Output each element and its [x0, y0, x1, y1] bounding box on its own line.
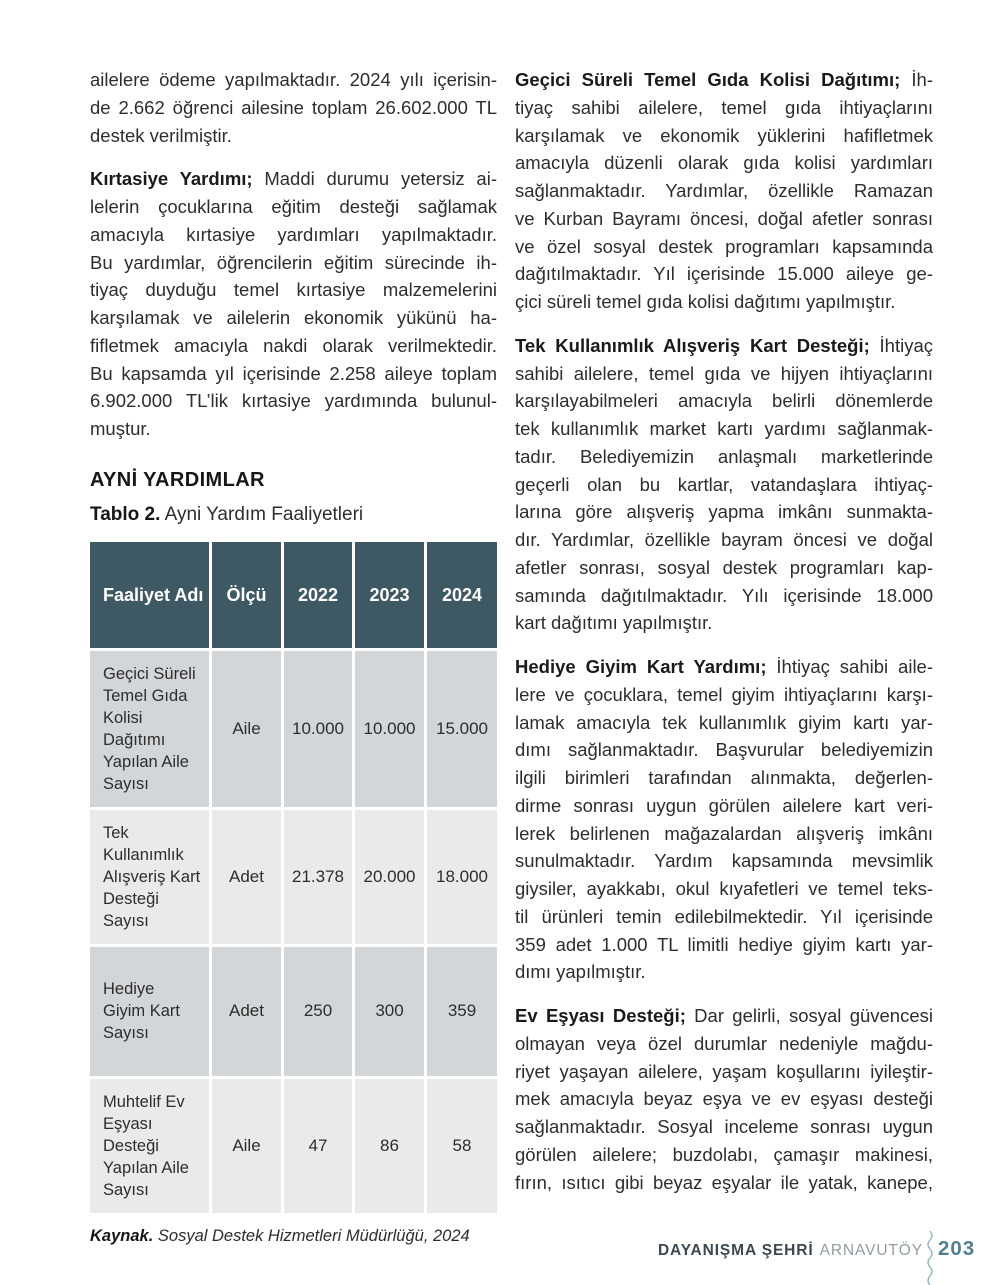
- text-line: dımı yapılmıştır.: [515, 961, 646, 983]
- text-line: lerek belirlenen mağazalardan alışveriş imkânı: [515, 822, 933, 844]
- source-text: Sosyal Destek Hizmetleri Müdürlüğü, 2024: [153, 1226, 470, 1245]
- text-line: muştur.: [90, 418, 151, 439]
- activity-name-cell: Hediye Giyim Kart Sayısı: [90, 947, 209, 1076]
- text-line: larına göre alışveriş yapma imkânı sunmakta-: [515, 501, 933, 523]
- table-body: [90, 651, 497, 1213]
- text-line: karşılamak ve ailelerin ekonomik yükünü ha-: [90, 307, 497, 328]
- text-line: Kırtasiye Yardımı; Maddi durumu yetersiz ai-: [90, 168, 497, 190]
- value-cell: 10.000: [355, 651, 424, 807]
- value-cell: 18.000: [427, 810, 497, 944]
- paragraph: [90, 165, 497, 443]
- footer-brand-bold: DAYANIŞMA ŞEHRİ: [657, 1242, 814, 1259]
- text-line: mek amacıyla beyaz eşya ve ev eşyası desteği: [515, 1088, 933, 1110]
- text-line: amacıyla kırtasiye yardımları yapılmaktadır.: [90, 223, 497, 245]
- value-cell: 58: [427, 1079, 497, 1213]
- text-line: samında dağıtılmaktadır. Yılı içerisinde 18.000: [515, 584, 933, 606]
- table-caption-text: Ayni Yardım Faaliyetleri: [160, 503, 364, 525]
- text-line: 359 adet 1.000 TL limitli hediye giyim kartı yar-: [515, 933, 933, 955]
- activity-name-cell: Tek Kullanımlık Alışveriş Kart Desteği Sayısı: [90, 810, 209, 944]
- value-cell: 47: [284, 1079, 352, 1213]
- left-column-paragraphs: [90, 66, 497, 443]
- text-line: Ev Eşyası Desteği; Dar gelirli, sosyal güvencesi: [515, 1005, 933, 1026]
- text-line: ailelere ödeme yapılmaktadır. 2024 yılı içerisin-: [90, 69, 497, 90]
- table-caption: [90, 503, 497, 527]
- text-line: kart dağıtımı yapılmıştır.: [515, 612, 713, 634]
- text-line: karşılamak ve ekonomik yüklerini hafifletmek: [515, 124, 933, 146]
- table-caption-label: Tablo 2.: [90, 503, 161, 525]
- text-line: ilgili birimleri tarafından alınmakta, değerlen-: [515, 767, 933, 788]
- activity-name-cell: Geçici Süreli Temel Gıda Kolisi Dağıtımı Yapılan Aile Sayısı: [90, 651, 209, 807]
- value-cell: 250: [284, 947, 352, 1076]
- text-line: geçerli olan bu kartlar, vatandaşlara ihtiyaç-: [515, 473, 933, 495]
- footer-wavy-divider-icon: [924, 1231, 936, 1285]
- text-line: tek kullanımlık market kartı yardımı sağlanmak-: [515, 418, 933, 439]
- footer-brand: [658, 1242, 923, 1260]
- text-line: fifletmek amacıyla nakdi olarak verilmektedir.: [90, 334, 497, 356]
- paragraph: [515, 66, 933, 316]
- text-line: giysiler, ayakkabı, okul kıyafetleri ve temel teks-: [515, 878, 933, 899]
- text-line: lere ve çocuklara, temel giyim ihtiyaçlarını karşı-: [515, 683, 933, 705]
- text-line: tadır. Belediyemizin anlaşmalı marketlerinde: [515, 445, 933, 467]
- text-line: tiyaç sahibi ailelere, temel gıda ihtiyaçlarını: [515, 96, 933, 118]
- aid-activities-table: [90, 542, 497, 1213]
- unit-cell: Aile: [212, 1079, 281, 1213]
- paragraph: [515, 1002, 933, 1196]
- text-line: ve Kurban Bayramı öncesi, doğal afetler sonrası: [515, 207, 933, 229]
- footer-brand-light: ARNAVUTÖY: [819, 1242, 923, 1259]
- table-row: [90, 810, 497, 944]
- table-header-unit: Ölçü: [212, 542, 281, 648]
- text-line: sağlanmaktadır. Sosyal inceleme sonrası uygun: [515, 1116, 933, 1137]
- text-line: destek verilmiştir.: [90, 124, 232, 146]
- paragraph: [515, 332, 933, 637]
- unit-cell: Aile: [212, 651, 281, 807]
- text-line: lamak amacıyla tek kullanımlık giyim kartı yar-: [515, 711, 933, 733]
- right-column: [515, 66, 933, 1212]
- paragraph: [90, 66, 497, 149]
- table-row: [90, 947, 497, 1076]
- text-line: görülen ailelere; buzdolabı, çamaşır makinesi,: [515, 1143, 933, 1165]
- text-line: Tek Kullanımlık Alışveriş Kart Desteği; İhtiyaç: [515, 334, 933, 356]
- value-cell: 21.378: [284, 810, 352, 944]
- value-cell: 10.000: [284, 651, 352, 807]
- text-line: dirme sonrası uygun görülen ailelere kart veri-: [515, 794, 933, 816]
- table-header-row: [90, 542, 497, 648]
- page-number: 203: [938, 1237, 976, 1260]
- text-line: Hediye Giyim Kart Yardımı; İhtiyaç sahibi aile-: [515, 656, 934, 677]
- source-label: Kaynak.: [90, 1226, 154, 1245]
- table-row: [90, 651, 497, 807]
- text-line: sağlanmaktadır. Yardımlar, özellikle Ramazan: [515, 180, 933, 201]
- text-line: sunulmaktadır. Yardım kapsamında mevsimlik: [515, 850, 933, 872]
- text-line: Bu kapsamda yıl içerisinde 2.258 aileye toplam: [90, 362, 497, 384]
- text-line: amacıyla düzenli olarak gıda kolisi yardımları: [515, 152, 933, 174]
- paragraph: [515, 653, 933, 986]
- table-header-2022: 2022: [284, 542, 352, 648]
- unit-cell: Adet: [212, 947, 281, 1076]
- text-line: de 2.662 öğrenci ailesine toplam 26.602.000 TL: [90, 96, 497, 118]
- text-line: afetler sonrası, sosyal destek programları kap-: [515, 556, 933, 578]
- text-line: lelerin çocuklarına eğitim desteği sağlamak: [90, 196, 497, 217]
- table-row: [90, 1079, 497, 1213]
- value-cell: 15.000: [427, 651, 497, 807]
- text-line: 6.902.000 TL’lik kırtasiye yardımında bulunul-: [90, 390, 497, 412]
- text-line: til ürünleri temin edilebilmektedir. Yıl içerisinde: [515, 905, 933, 927]
- table-header-activity: Faaliyet Adı: [90, 542, 209, 648]
- text-line: ve özel sosyal destek programları kapsamında: [515, 235, 933, 257]
- text-line: karşılayabilmeleri amacıyla belirli dönemlerde: [515, 390, 933, 412]
- value-cell: 359: [427, 947, 497, 1076]
- text-line: Bu yardımlar, öğrencilerin eğitim sürecinde ih-: [90, 251, 497, 273]
- text-line: tiyaç duyduğu temel kırtasiye malzemelerini: [90, 279, 497, 301]
- text-line: olmayan veya özel durumlar nedeniyle mağdu-: [515, 1032, 933, 1054]
- activity-name-cell: Muhtelif Ev Eşyası Desteği Yapılan Aile Sayısı: [90, 1079, 209, 1213]
- table-source: [90, 1226, 497, 1247]
- value-cell: 86: [355, 1079, 424, 1213]
- text-line: dağıtılmaktadır. Yıl içerisinde 15.000 aileye ge-: [515, 263, 933, 285]
- text-line: dır. Yardımlar, özellikle bayram öncesi ve doğal: [515, 529, 933, 550]
- section-heading: AYNİ YARDIMLAR: [90, 468, 265, 491]
- value-cell: 20.000: [355, 810, 424, 944]
- text-line: riyet yaşayan ailelere, yaşam koşullarını iyileştir-: [515, 1060, 933, 1082]
- unit-cell: Adet: [212, 810, 281, 944]
- left-column: [90, 66, 497, 1247]
- right-column-paragraphs: [515, 66, 933, 1196]
- text-line: dımı sağlanmaktadır. Başvurular belediyemizin: [515, 739, 933, 761]
- text-line: Geçici Süreli Temel Gıda Kolisi Dağıtımı; İh-: [515, 69, 933, 90]
- table-header-2024: 2024: [427, 542, 497, 648]
- text-line: çici süreli temel gıda kolisi dağıtımı yapılmıştır.: [515, 291, 896, 312]
- table-header-2023: 2023: [355, 542, 424, 648]
- text-line: sahibi ailelere, temel gıda ve hijyen ihtiyaçlarını: [515, 362, 933, 384]
- value-cell: 300: [355, 947, 424, 1076]
- text-line: fırın, ısıtıcı gibi beyaz eşyalar ile yatak, kanepe,: [515, 1171, 933, 1193]
